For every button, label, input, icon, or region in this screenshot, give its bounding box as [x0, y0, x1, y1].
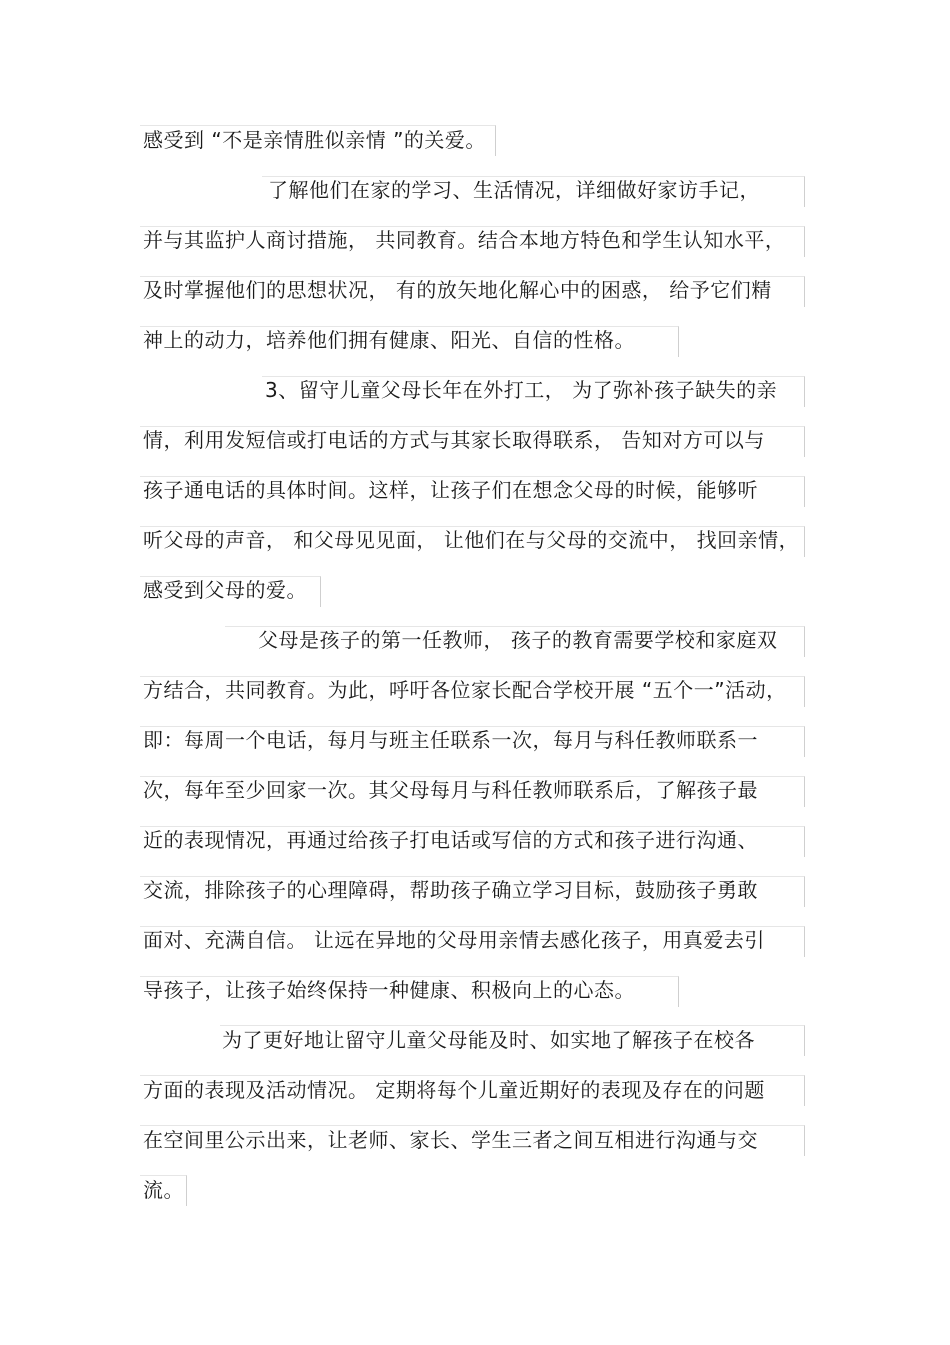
paragraph-line: 并与其监护人商讨措施， 共同教育。结合本地方特色和学生认知水平， — [143, 228, 786, 252]
paragraph-line: 方面的表现及活动情况。 定期将每个儿童近期好的表现及存在的问题 — [143, 1078, 765, 1102]
paragraph-line: 导孩子，让孩子始终保持一种健康、积极向上的心态。 — [143, 978, 635, 1002]
paragraph-line: 情，利用发短信或打电话的方式与其家长取得联系， 告知对方可以与 — [143, 428, 765, 452]
paragraph-line: 方结合，共同教育。为此，呼吁各位家长配合学校开展 “五个一”活动， — [143, 678, 787, 702]
paragraph-line: 神上的动力，培养他们拥有健康、阳光、自信的性格。 — [143, 328, 635, 352]
paragraph-line: 为了更好地让留守儿童父母能及时、如实地了解孩子在校各 — [222, 1028, 755, 1052]
paragraph-line: 在空间里公示出来，让老师、家长、学生三者之间互相进行沟通与交 — [143, 1128, 758, 1152]
paragraph-line: 父母是孩子的第一任教师， 孩子的教育需要学校和家庭双 — [258, 628, 778, 652]
paragraph-line: 了解他们在家的学习、生活情况，详细做好家访手记， — [268, 178, 760, 202]
paragraph-line: 交流，排除孩子的心理障碍，帮助孩子确立学习目标，鼓励孩子勇敢 — [143, 878, 758, 902]
paragraph-line: 及时掌握他们的思想状况， 有的放矢地化解心中的困惑， 给予它们精 — [143, 278, 772, 302]
paragraph-line: 3、留守儿童父母长年在外打工， 为了弥补孩子缺失的亲 — [265, 378, 778, 402]
paragraph-line: 即：每周一个电话，每月与班主任联系一次，每月与科任教师联系一 — [143, 728, 758, 752]
paragraph-line: 近的表现情况，再通过给孩子打电话或写信的方式和孩子进行沟通、 — [143, 828, 758, 852]
paragraph-line: 感受到父母的爱。 — [143, 578, 307, 602]
paragraph-line: 孩子通电话的具体时间。这样，让孩子们在想念父母的时候，能够听 — [143, 478, 758, 502]
paragraph-line: 流。 — [143, 1178, 184, 1202]
paragraph-line: 次，每年至少回家一次。其父母每月与科任教师联系后，了解孩子最 — [143, 778, 758, 802]
paragraph-line: 听父母的声音， 和父母见见面， 让他们在与父母的交流中， 找回亲情， — [143, 528, 800, 552]
paragraph-line: 感受到 “不是亲情胜似亲情 ”的关爱。 — [143, 128, 486, 152]
paragraph-line: 面对、充满自信。 让远在异地的父母用亲情去感化孩子，用真爱去引 — [143, 928, 765, 952]
